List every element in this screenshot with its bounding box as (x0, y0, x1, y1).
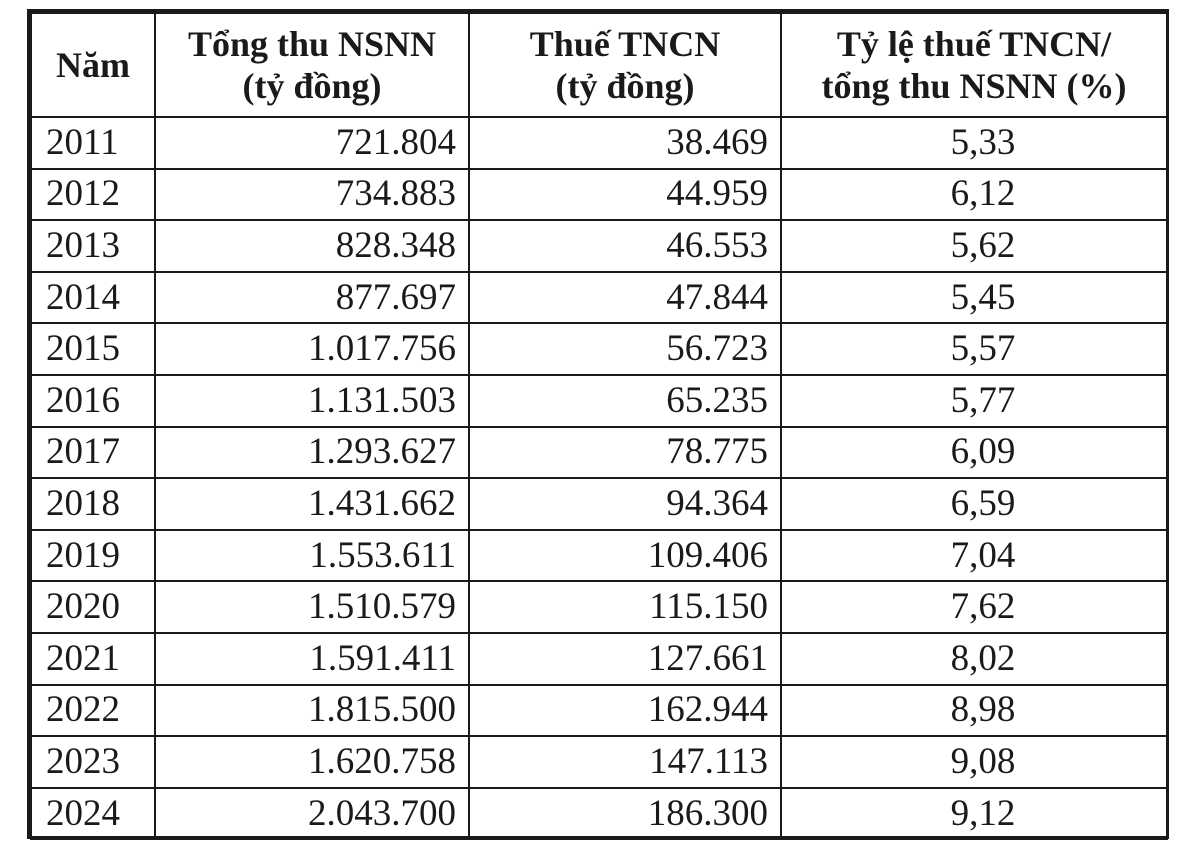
cell-total-revenue: 734.883 (155, 169, 469, 221)
cell-total-revenue: 1.815.500 (155, 685, 469, 737)
cell-year: 2013 (31, 220, 155, 272)
cell-pit: 162.944 (469, 685, 781, 737)
cell-pit: 147.113 (469, 736, 781, 788)
cell-year: 2016 (31, 375, 155, 427)
cell-total-revenue: 1.553.611 (155, 530, 469, 582)
cell-year: 2015 (31, 323, 155, 375)
table-row (31, 736, 1167, 788)
cell-ratio: 5,57 (781, 323, 1167, 375)
cell-total-revenue: 1.017.756 (155, 323, 469, 375)
cell-ratio: 9,08 (781, 736, 1167, 788)
table-row (31, 117, 1167, 169)
cell-ratio: 6,59 (781, 478, 1167, 530)
cell-total-revenue: 1.431.662 (155, 478, 469, 530)
header-year (31, 13, 155, 117)
table-row (31, 581, 1167, 633)
cell-total-revenue: 2.043.700 (155, 788, 469, 840)
table-row (31, 272, 1167, 324)
pit-revenue-table (30, 12, 1168, 840)
cell-ratio: 9,12 (781, 788, 1167, 840)
cell-total-revenue: 1.510.579 (155, 581, 469, 633)
header-ratio (781, 13, 1167, 117)
table-header (31, 13, 1167, 117)
header-pit (469, 13, 781, 117)
header-ratio-title: Tỷ lệ thuế TNCN/ (836, 24, 1112, 64)
header-ratio-unit: tổng thu NSNN (%) (821, 66, 1127, 106)
cell-total-revenue: 721.804 (155, 117, 469, 169)
table-row (31, 375, 1167, 427)
cell-pit: 46.553 (469, 220, 781, 272)
cell-year: 2017 (31, 427, 155, 479)
cell-total-revenue: 1.131.503 (155, 375, 469, 427)
cell-year: 2024 (31, 788, 155, 840)
cell-year: 2018 (31, 478, 155, 530)
cell-ratio: 6,09 (781, 427, 1167, 479)
cell-pit: 44.959 (469, 169, 781, 221)
cell-year: 2022 (31, 685, 155, 737)
cell-ratio: 8,98 (781, 685, 1167, 737)
cell-ratio: 5,77 (781, 375, 1167, 427)
header-total-revenue (155, 13, 469, 117)
cell-year: 2021 (31, 633, 155, 685)
cell-pit: 38.469 (469, 117, 781, 169)
header-year-label: Năm (56, 45, 130, 85)
cell-pit: 109.406 (469, 530, 781, 582)
cell-ratio: 6,12 (781, 169, 1167, 221)
cell-ratio: 5,62 (781, 220, 1167, 272)
header-total-revenue-title: Tổng thu NSNN (187, 24, 437, 64)
cell-total-revenue: 828.348 (155, 220, 469, 272)
cell-year: 2011 (31, 117, 155, 169)
cell-ratio: 7,62 (781, 581, 1167, 633)
cell-pit: 65.235 (469, 375, 781, 427)
header-row (31, 13, 1167, 117)
cell-total-revenue: 1.620.758 (155, 736, 469, 788)
cell-total-revenue: 1.591.411 (155, 633, 469, 685)
header-pit-unit: (tỷ đồng) (555, 66, 695, 106)
table-row (31, 633, 1167, 685)
cell-pit: 47.844 (469, 272, 781, 324)
cell-pit: 56.723 (469, 323, 781, 375)
cell-ratio: 8,02 (781, 633, 1167, 685)
table-row (31, 220, 1167, 272)
cell-year: 2020 (31, 581, 155, 633)
cell-total-revenue: 877.697 (155, 272, 469, 324)
cell-ratio: 5,33 (781, 117, 1167, 169)
table-row (31, 530, 1167, 582)
table-row (31, 169, 1167, 221)
cell-pit: 186.300 (469, 788, 781, 840)
cell-ratio: 7,04 (781, 530, 1167, 582)
cell-pit: 127.661 (469, 633, 781, 685)
cell-total-revenue: 1.293.627 (155, 427, 469, 479)
table-row (31, 685, 1167, 737)
table-body (31, 117, 1167, 839)
cell-year: 2023 (31, 736, 155, 788)
data-table-frame (27, 9, 1169, 839)
header-total-revenue-unit: (tỷ đồng) (242, 66, 382, 106)
table-row (31, 427, 1167, 479)
table-row (31, 788, 1167, 840)
table-row (31, 323, 1167, 375)
header-pit-title: Thuế TNCN (529, 24, 721, 64)
cell-ratio: 5,45 (781, 272, 1167, 324)
table-row (31, 478, 1167, 530)
cell-pit: 94.364 (469, 478, 781, 530)
cell-pit: 78.775 (469, 427, 781, 479)
cell-year: 2012 (31, 169, 155, 221)
cell-year: 2019 (31, 530, 155, 582)
cell-pit: 115.150 (469, 581, 781, 633)
cell-year: 2014 (31, 272, 155, 324)
